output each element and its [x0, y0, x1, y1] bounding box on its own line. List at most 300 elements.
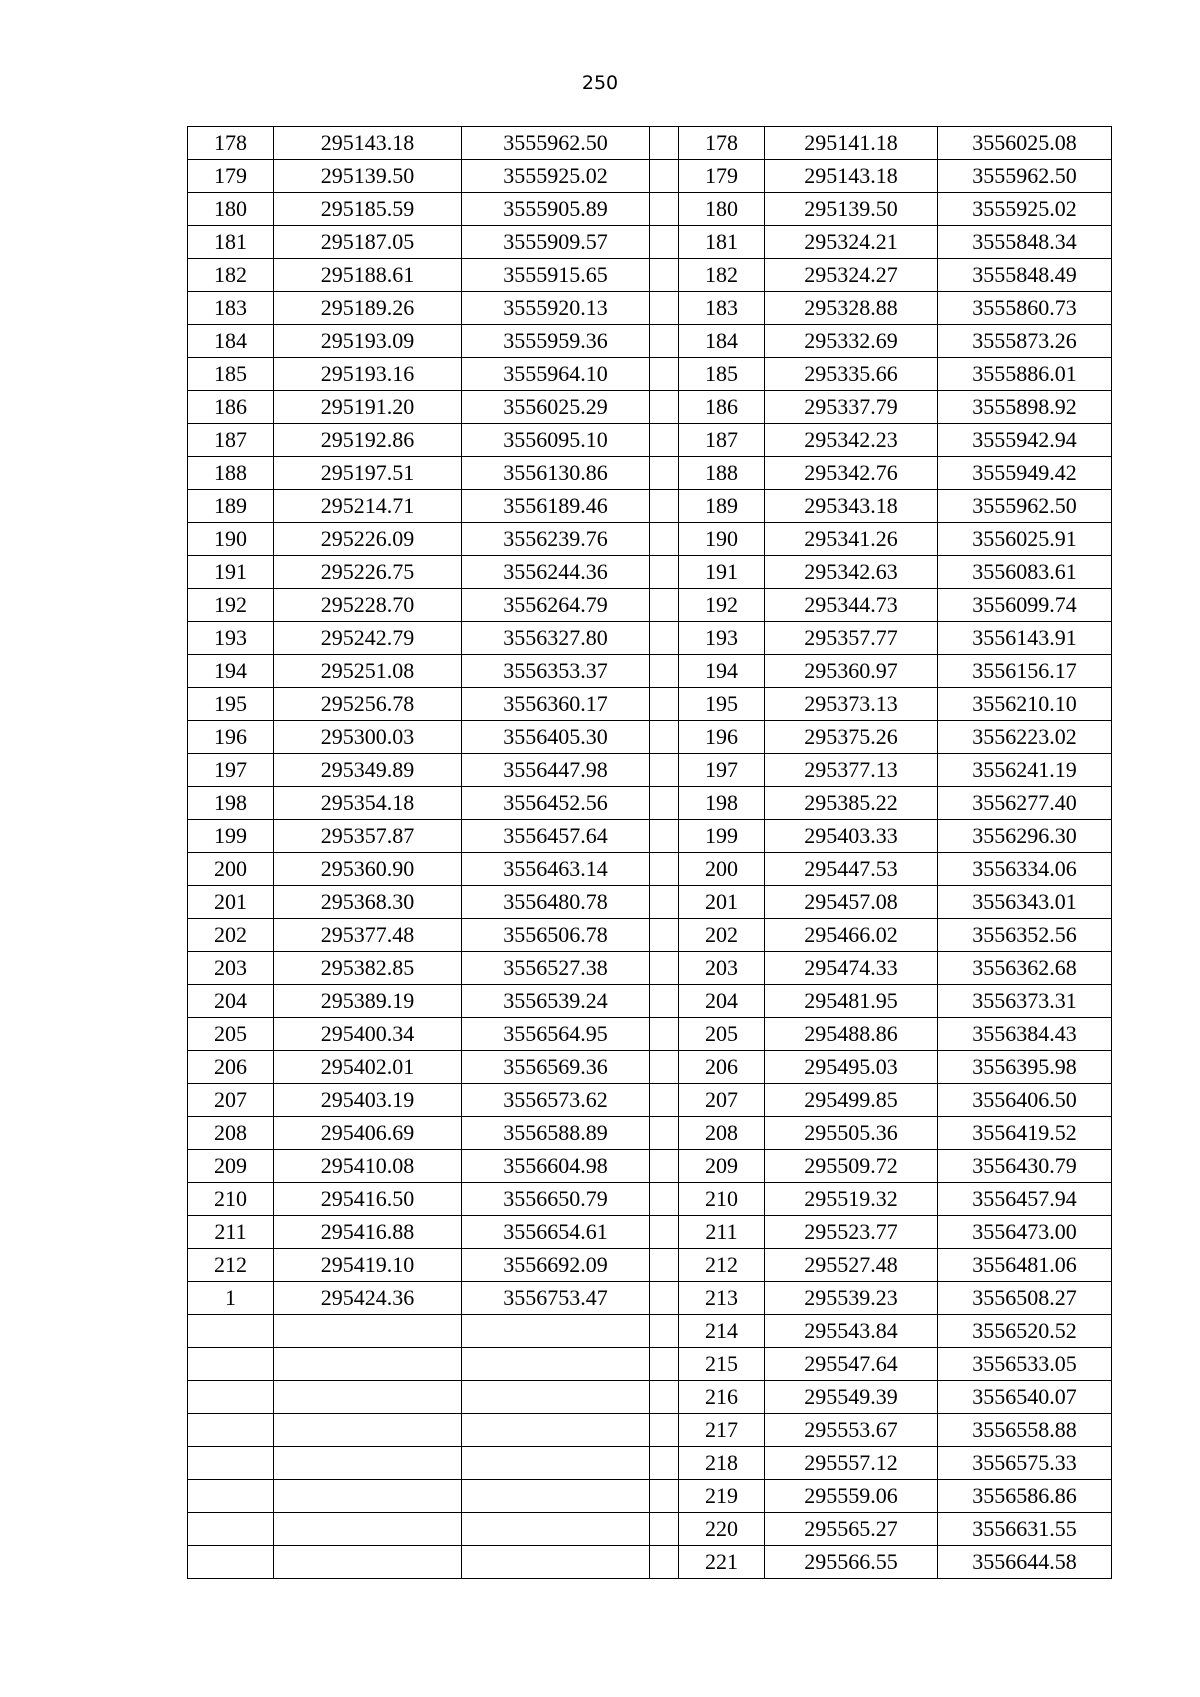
left-x-coordinate-cell: 295226.75: [274, 556, 462, 589]
right-x-coordinate-cell: 295488.86: [765, 1018, 938, 1051]
right-point-number-cell: 189: [679, 490, 765, 523]
left-point-number-cell: 210: [188, 1183, 274, 1216]
left-x-coordinate-cell: 295189.26: [274, 292, 462, 325]
table-row: [188, 820, 1112, 853]
right-point-number-cell: 188: [679, 457, 765, 490]
left-x-coordinate-cell: 295185.59: [274, 193, 462, 226]
left-point-number-cell: 1: [188, 1282, 274, 1315]
right-x-coordinate-cell: 295139.50: [765, 193, 938, 226]
right-y-coordinate-cell: 3556156.17: [938, 655, 1112, 688]
right-point-number-cell: 187: [679, 424, 765, 457]
left-y-coordinate-cell: 3556327.80: [462, 622, 650, 655]
right-point-number-cell: 216: [679, 1381, 765, 1414]
column-separator-cell: [650, 1084, 679, 1117]
table-row: [188, 556, 1112, 589]
left-x-coordinate-cell: 295214.71: [274, 490, 462, 523]
right-y-coordinate-cell: 3556384.43: [938, 1018, 1112, 1051]
right-x-coordinate-cell: 295343.18: [765, 490, 938, 523]
table-row: [188, 1183, 1112, 1216]
left-point-number-cell: [188, 1414, 274, 1447]
left-y-coordinate-cell: 3555920.13: [462, 292, 650, 325]
left-point-number-cell: 196: [188, 721, 274, 754]
right-y-coordinate-cell: 3555962.50: [938, 160, 1112, 193]
right-x-coordinate-cell: 295549.39: [765, 1381, 938, 1414]
right-y-coordinate-cell: 3556395.98: [938, 1051, 1112, 1084]
table-row: [188, 721, 1112, 754]
right-x-coordinate-cell: 295547.64: [765, 1348, 938, 1381]
left-y-coordinate-cell: 3555905.89: [462, 193, 650, 226]
column-separator-cell: [650, 1381, 679, 1414]
left-y-coordinate-cell: 3556405.30: [462, 721, 650, 754]
column-separator-cell: [650, 1447, 679, 1480]
right-y-coordinate-cell: 3555886.01: [938, 358, 1112, 391]
left-y-coordinate-cell: 3556588.89: [462, 1117, 650, 1150]
left-y-coordinate-cell: 3556753.47: [462, 1282, 650, 1315]
right-y-coordinate-cell: 3556644.58: [938, 1546, 1112, 1579]
left-point-number-cell: 192: [188, 589, 274, 622]
right-x-coordinate-cell: 295357.77: [765, 622, 938, 655]
right-y-coordinate-cell: 3556210.10: [938, 688, 1112, 721]
column-separator-cell: [650, 985, 679, 1018]
left-x-coordinate-cell: [274, 1480, 462, 1513]
right-y-coordinate-cell: 3556473.00: [938, 1216, 1112, 1249]
right-y-coordinate-cell: 3555848.49: [938, 259, 1112, 292]
right-point-number-cell: 190: [679, 523, 765, 556]
left-y-coordinate-cell: 3555909.57: [462, 226, 650, 259]
right-point-number-cell: 204: [679, 985, 765, 1018]
left-y-coordinate-cell: [462, 1414, 650, 1447]
right-y-coordinate-cell: 3556296.30: [938, 820, 1112, 853]
right-point-number-cell: 207: [679, 1084, 765, 1117]
column-separator-cell: [650, 1348, 679, 1381]
left-x-coordinate-cell: 295402.01: [274, 1051, 462, 1084]
left-point-number-cell: 205: [188, 1018, 274, 1051]
table-row: [188, 853, 1112, 886]
left-point-number-cell: 194: [188, 655, 274, 688]
left-y-coordinate-cell: 3556564.95: [462, 1018, 650, 1051]
left-y-coordinate-cell: 3556506.78: [462, 919, 650, 952]
left-point-number-cell: 185: [188, 358, 274, 391]
column-separator-cell: [650, 457, 679, 490]
right-x-coordinate-cell: 295566.55: [765, 1546, 938, 1579]
right-x-coordinate-cell: 295474.33: [765, 952, 938, 985]
column-separator-cell: [650, 1117, 679, 1150]
column-separator-cell: [650, 325, 679, 358]
table-row: [188, 1282, 1112, 1315]
table-row: [188, 655, 1112, 688]
left-point-number-cell: 198: [188, 787, 274, 820]
table-row: [188, 1546, 1112, 1579]
right-point-number-cell: 186: [679, 391, 765, 424]
left-x-coordinate-cell: [274, 1546, 462, 1579]
left-x-coordinate-cell: 295251.08: [274, 655, 462, 688]
right-point-number-cell: 193: [679, 622, 765, 655]
left-x-coordinate-cell: 295187.05: [274, 226, 462, 259]
right-y-coordinate-cell: 3556223.02: [938, 721, 1112, 754]
column-separator-cell: [650, 556, 679, 589]
left-y-coordinate-cell: 3556452.56: [462, 787, 650, 820]
right-x-coordinate-cell: 295509.72: [765, 1150, 938, 1183]
left-y-coordinate-cell: [462, 1447, 650, 1480]
right-x-coordinate-cell: 295341.26: [765, 523, 938, 556]
table-row: [188, 1348, 1112, 1381]
left-y-coordinate-cell: 3556457.64: [462, 820, 650, 853]
right-point-number-cell: 182: [679, 259, 765, 292]
left-y-coordinate-cell: 3556264.79: [462, 589, 650, 622]
left-point-number-cell: 212: [188, 1249, 274, 1282]
left-point-number-cell: 193: [188, 622, 274, 655]
left-y-coordinate-cell: [462, 1315, 650, 1348]
table-row: [188, 1084, 1112, 1117]
left-x-coordinate-cell: 295360.90: [274, 853, 462, 886]
table-row: [188, 952, 1112, 985]
right-x-coordinate-cell: 295481.95: [765, 985, 938, 1018]
left-x-coordinate-cell: 295300.03: [274, 721, 462, 754]
left-x-coordinate-cell: 295400.34: [274, 1018, 462, 1051]
table-row: [188, 193, 1112, 226]
coordinates-table-body: [188, 127, 1112, 1579]
left-point-number-cell: 187: [188, 424, 274, 457]
left-point-number-cell: 199: [188, 820, 274, 853]
left-y-coordinate-cell: 3556239.76: [462, 523, 650, 556]
right-x-coordinate-cell: 295337.79: [765, 391, 938, 424]
left-x-coordinate-cell: 295242.79: [274, 622, 462, 655]
left-x-coordinate-cell: 295416.50: [274, 1183, 462, 1216]
table-row: [188, 886, 1112, 919]
column-separator-cell: [650, 1150, 679, 1183]
right-point-number-cell: 202: [679, 919, 765, 952]
table-row: [188, 325, 1112, 358]
right-x-coordinate-cell: 295403.33: [765, 820, 938, 853]
right-y-coordinate-cell: 3556586.86: [938, 1480, 1112, 1513]
left-x-coordinate-cell: 295424.36: [274, 1282, 462, 1315]
left-x-coordinate-cell: 295197.51: [274, 457, 462, 490]
table-row: [188, 1117, 1112, 1150]
right-point-number-cell: 218: [679, 1447, 765, 1480]
right-point-number-cell: 180: [679, 193, 765, 226]
table-row: [188, 787, 1112, 820]
table-row: [188, 259, 1112, 292]
column-separator-cell: [650, 820, 679, 853]
right-y-coordinate-cell: 3556430.79: [938, 1150, 1112, 1183]
right-point-number-cell: 205: [679, 1018, 765, 1051]
column-separator-cell: [650, 1480, 679, 1513]
table-row: [188, 490, 1112, 523]
right-point-number-cell: 217: [679, 1414, 765, 1447]
right-x-coordinate-cell: 295539.23: [765, 1282, 938, 1315]
left-x-coordinate-cell: 295143.18: [274, 127, 462, 160]
column-separator-cell: [650, 721, 679, 754]
left-y-coordinate-cell: 3556650.79: [462, 1183, 650, 1216]
column-separator-cell: [650, 787, 679, 820]
column-separator-cell: [650, 1513, 679, 1546]
right-x-coordinate-cell: 295373.13: [765, 688, 938, 721]
left-point-number-cell: [188, 1315, 274, 1348]
left-point-number-cell: [188, 1480, 274, 1513]
left-point-number-cell: 178: [188, 127, 274, 160]
right-point-number-cell: 212: [679, 1249, 765, 1282]
left-y-coordinate-cell: 3556463.14: [462, 853, 650, 886]
right-point-number-cell: 211: [679, 1216, 765, 1249]
left-y-coordinate-cell: 3556527.38: [462, 952, 650, 985]
right-y-coordinate-cell: 3556241.19: [938, 754, 1112, 787]
right-point-number-cell: 213: [679, 1282, 765, 1315]
left-y-coordinate-cell: 3556604.98: [462, 1150, 650, 1183]
left-x-coordinate-cell: 295389.19: [274, 985, 462, 1018]
right-y-coordinate-cell: 3555898.92: [938, 391, 1112, 424]
right-x-coordinate-cell: 295377.13: [765, 754, 938, 787]
right-point-number-cell: 214: [679, 1315, 765, 1348]
column-separator-cell: [650, 1018, 679, 1051]
table-row: [188, 358, 1112, 391]
column-separator-cell: [650, 1051, 679, 1084]
left-point-number-cell: 191: [188, 556, 274, 589]
right-point-number-cell: 200: [679, 853, 765, 886]
right-x-coordinate-cell: 295543.84: [765, 1315, 938, 1348]
coordinates-table: [187, 126, 1112, 1579]
left-y-coordinate-cell: 3556480.78: [462, 886, 650, 919]
left-y-coordinate-cell: 3555915.65: [462, 259, 650, 292]
right-x-coordinate-cell: 295324.21: [765, 226, 938, 259]
column-separator-cell: [650, 952, 679, 985]
left-point-number-cell: 190: [188, 523, 274, 556]
right-y-coordinate-cell: 3556362.68: [938, 952, 1112, 985]
left-point-number-cell: 203: [188, 952, 274, 985]
table-row: [188, 424, 1112, 457]
left-x-coordinate-cell: 295139.50: [274, 160, 462, 193]
left-x-coordinate-cell: 295382.85: [274, 952, 462, 985]
left-point-number-cell: 206: [188, 1051, 274, 1084]
left-point-number-cell: [188, 1447, 274, 1480]
column-separator-cell: [650, 853, 679, 886]
right-x-coordinate-cell: 295324.27: [765, 259, 938, 292]
left-x-coordinate-cell: 295193.09: [274, 325, 462, 358]
table-row: [188, 523, 1112, 556]
right-y-coordinate-cell: 3556099.74: [938, 589, 1112, 622]
right-y-coordinate-cell: 3556373.31: [938, 985, 1112, 1018]
column-separator-cell: [650, 688, 679, 721]
right-point-number-cell: 191: [679, 556, 765, 589]
right-point-number-cell: 210: [679, 1183, 765, 1216]
column-separator-cell: [650, 655, 679, 688]
left-point-number-cell: 181: [188, 226, 274, 259]
right-x-coordinate-cell: 295328.88: [765, 292, 938, 325]
left-x-coordinate-cell: 295354.18: [274, 787, 462, 820]
left-point-number-cell: 195: [188, 688, 274, 721]
column-separator-cell: [650, 919, 679, 952]
column-separator-cell: [650, 754, 679, 787]
column-separator-cell: [650, 589, 679, 622]
left-point-number-cell: 208: [188, 1117, 274, 1150]
right-x-coordinate-cell: 295565.27: [765, 1513, 938, 1546]
left-x-coordinate-cell: 295226.09: [274, 523, 462, 556]
column-separator-cell: [650, 1249, 679, 1282]
right-y-coordinate-cell: 3556631.55: [938, 1513, 1112, 1546]
right-point-number-cell: 215: [679, 1348, 765, 1381]
right-y-coordinate-cell: 3556508.27: [938, 1282, 1112, 1315]
right-x-coordinate-cell: 295141.18: [765, 127, 938, 160]
table-row: [188, 1249, 1112, 1282]
right-point-number-cell: 219: [679, 1480, 765, 1513]
left-point-number-cell: 183: [188, 292, 274, 325]
right-x-coordinate-cell: 295375.26: [765, 721, 938, 754]
right-x-coordinate-cell: 295342.63: [765, 556, 938, 589]
right-x-coordinate-cell: 295143.18: [765, 160, 938, 193]
left-y-coordinate-cell: [462, 1480, 650, 1513]
left-point-number-cell: 180: [188, 193, 274, 226]
column-separator-cell: [650, 391, 679, 424]
right-point-number-cell: 198: [679, 787, 765, 820]
right-point-number-cell: 179: [679, 160, 765, 193]
table-row: [188, 127, 1112, 160]
column-separator-cell: [650, 292, 679, 325]
left-x-coordinate-cell: [274, 1348, 462, 1381]
right-y-coordinate-cell: 3556457.94: [938, 1183, 1112, 1216]
right-y-coordinate-cell: 3556540.07: [938, 1381, 1112, 1414]
right-point-number-cell: 196: [679, 721, 765, 754]
right-x-coordinate-cell: 295342.76: [765, 457, 938, 490]
table-row: [188, 985, 1112, 1018]
right-y-coordinate-cell: 3556025.08: [938, 127, 1112, 160]
right-point-number-cell: 206: [679, 1051, 765, 1084]
right-y-coordinate-cell: 3556343.01: [938, 886, 1112, 919]
right-point-number-cell: 194: [679, 655, 765, 688]
column-separator-cell: [650, 1414, 679, 1447]
table-row: [188, 457, 1112, 490]
left-y-coordinate-cell: 3556025.29: [462, 391, 650, 424]
left-point-number-cell: 204: [188, 985, 274, 1018]
right-y-coordinate-cell: 3556025.91: [938, 523, 1112, 556]
left-y-coordinate-cell: [462, 1546, 650, 1579]
right-y-coordinate-cell: 3556520.52: [938, 1315, 1112, 1348]
right-y-coordinate-cell: 3556406.50: [938, 1084, 1112, 1117]
right-x-coordinate-cell: 295527.48: [765, 1249, 938, 1282]
right-point-number-cell: 201: [679, 886, 765, 919]
right-y-coordinate-cell: 3555848.34: [938, 226, 1112, 259]
left-x-coordinate-cell: 295368.30: [274, 886, 462, 919]
table-row: [188, 688, 1112, 721]
right-y-coordinate-cell: 3556533.05: [938, 1348, 1112, 1381]
right-x-coordinate-cell: 295344.73: [765, 589, 938, 622]
column-separator-cell: [650, 490, 679, 523]
left-x-coordinate-cell: 295191.20: [274, 391, 462, 424]
left-y-coordinate-cell: 3556654.61: [462, 1216, 650, 1249]
left-x-coordinate-cell: [274, 1315, 462, 1348]
column-separator-cell: [650, 259, 679, 292]
right-x-coordinate-cell: 295523.77: [765, 1216, 938, 1249]
left-x-coordinate-cell: 295416.88: [274, 1216, 462, 1249]
table-row: [188, 754, 1112, 787]
left-y-coordinate-cell: 3555959.36: [462, 325, 650, 358]
left-y-coordinate-cell: 3556244.36: [462, 556, 650, 589]
column-separator-cell: [650, 160, 679, 193]
left-x-coordinate-cell: 295377.48: [274, 919, 462, 952]
table-row: [188, 292, 1112, 325]
left-point-number-cell: 186: [188, 391, 274, 424]
left-x-coordinate-cell: [274, 1447, 462, 1480]
left-y-coordinate-cell: 3556360.17: [462, 688, 650, 721]
column-separator-cell: [650, 1216, 679, 1249]
right-x-coordinate-cell: 295553.67: [765, 1414, 938, 1447]
left-x-coordinate-cell: [274, 1513, 462, 1546]
left-x-coordinate-cell: 295410.08: [274, 1150, 462, 1183]
left-y-coordinate-cell: [462, 1381, 650, 1414]
left-x-coordinate-cell: 295256.78: [274, 688, 462, 721]
table-row: [188, 226, 1112, 259]
right-point-number-cell: 199: [679, 820, 765, 853]
column-separator-cell: [650, 886, 679, 919]
right-point-number-cell: 208: [679, 1117, 765, 1150]
column-separator-cell: [650, 424, 679, 457]
right-x-coordinate-cell: 295457.08: [765, 886, 938, 919]
table-row: [188, 1150, 1112, 1183]
left-y-coordinate-cell: 3556095.10: [462, 424, 650, 457]
right-point-number-cell: 197: [679, 754, 765, 787]
right-point-number-cell: 184: [679, 325, 765, 358]
left-y-coordinate-cell: 3556353.37: [462, 655, 650, 688]
right-x-coordinate-cell: 295360.97: [765, 655, 938, 688]
table-row: [188, 1315, 1112, 1348]
left-y-coordinate-cell: 3556130.86: [462, 457, 650, 490]
left-point-number-cell: 207: [188, 1084, 274, 1117]
right-point-number-cell: 220: [679, 1513, 765, 1546]
column-separator-cell: [650, 358, 679, 391]
left-point-number-cell: 184: [188, 325, 274, 358]
left-y-coordinate-cell: 3556569.36: [462, 1051, 650, 1084]
right-y-coordinate-cell: 3556575.33: [938, 1447, 1112, 1480]
right-x-coordinate-cell: 295342.23: [765, 424, 938, 457]
right-point-number-cell: 221: [679, 1546, 765, 1579]
column-separator-cell: [650, 1546, 679, 1579]
column-separator-cell: [650, 127, 679, 160]
left-y-coordinate-cell: 3555964.10: [462, 358, 650, 391]
table-row: [188, 622, 1112, 655]
right-point-number-cell: 178: [679, 127, 765, 160]
right-point-number-cell: 195: [679, 688, 765, 721]
left-x-coordinate-cell: 295188.61: [274, 259, 462, 292]
left-x-coordinate-cell: 295403.19: [274, 1084, 462, 1117]
table-row: [188, 1480, 1112, 1513]
left-point-number-cell: 211: [188, 1216, 274, 1249]
left-x-coordinate-cell: 295228.70: [274, 589, 462, 622]
table-row: [188, 1051, 1112, 1084]
right-y-coordinate-cell: 3556419.52: [938, 1117, 1112, 1150]
left-y-coordinate-cell: 3556539.24: [462, 985, 650, 1018]
left-x-coordinate-cell: 295357.87: [274, 820, 462, 853]
right-y-coordinate-cell: 3556143.91: [938, 622, 1112, 655]
left-x-coordinate-cell: [274, 1414, 462, 1447]
table-row: [188, 919, 1112, 952]
table-row: [188, 589, 1112, 622]
right-y-coordinate-cell: 3556083.61: [938, 556, 1112, 589]
column-separator-cell: [650, 193, 679, 226]
column-separator-cell: [650, 226, 679, 259]
right-x-coordinate-cell: 295335.66: [765, 358, 938, 391]
left-y-coordinate-cell: 3556447.98: [462, 754, 650, 787]
left-point-number-cell: 197: [188, 754, 274, 787]
right-point-number-cell: 183: [679, 292, 765, 325]
column-separator-cell: [650, 523, 679, 556]
right-y-coordinate-cell: 3555860.73: [938, 292, 1112, 325]
column-separator-cell: [650, 1282, 679, 1315]
right-y-coordinate-cell: 3555949.42: [938, 457, 1112, 490]
left-point-number-cell: 179: [188, 160, 274, 193]
left-point-number-cell: [188, 1381, 274, 1414]
right-x-coordinate-cell: 295385.22: [765, 787, 938, 820]
right-x-coordinate-cell: 295466.02: [765, 919, 938, 952]
left-point-number-cell: 189: [188, 490, 274, 523]
left-point-number-cell: 200: [188, 853, 274, 886]
